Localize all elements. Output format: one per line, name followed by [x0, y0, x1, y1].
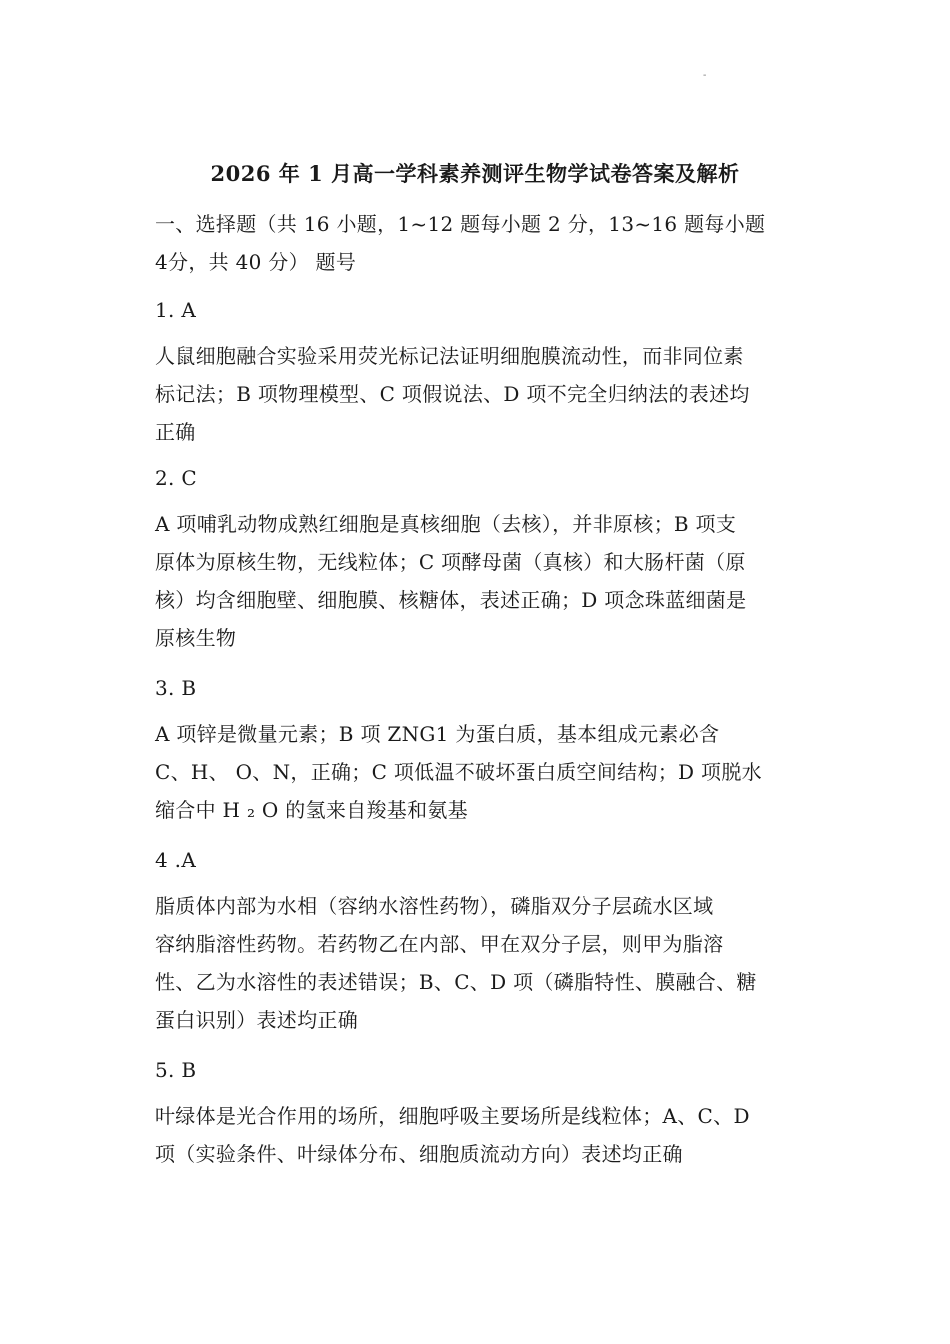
item-5-label: 5. B [155, 1058, 197, 1082]
item-3-text-line-1: A 项锌是微量元素；B 项 ZNG1 为蛋白质，基本组成元素必含 [155, 722, 720, 746]
item-1-text-line-1: 人鼠细胞融合实验采用荧光标记法证明细胞膜流动性，而非同位素 [155, 344, 744, 368]
item-3-text-line-2: C、H、 O、N，正确；C 项低温不破坏蛋白质空间结构；D 项脱水 [155, 760, 762, 784]
item-4-label: 4 .A [155, 848, 197, 872]
item-1-label: 1. A [155, 298, 197, 322]
item-1-text-line-2: 标记法；B 项物理模型、C 项假说法、D 项不完全归纳法的表述均 [155, 382, 750, 406]
section-header-line-2: 4分，共 40 分） 题号 [155, 250, 357, 274]
item-3-text-line-3: 缩合中 H ₂ O 的氢来自羧基和氨基 [155, 798, 468, 822]
item-4-text-line-3: 性、乙为水溶性的表述错误；B、C、D 项（磷脂特性、膜融合、糖 [155, 970, 757, 994]
item-3-label: 3. B [155, 676, 197, 700]
item-4-text-line-2: 容纳脂溶性药物。若药物乙在内部、甲在双分子层，则甲为脂溶 [155, 932, 724, 956]
item-1-text-line-3: 正确 [155, 420, 196, 444]
item-2-label: 2. C [155, 466, 197, 490]
item-5-text-line-2: 项（实验条件、叶绿体分布、细胞质流动方向）表述均正确 [155, 1142, 683, 1166]
item-4-text-line-1: 脂质体内部为水相（容纳水溶性药物），磷脂双分子层疏水区域 [155, 894, 714, 918]
item-4-text-line-4: 蛋白识别）表述均正确 [155, 1008, 358, 1032]
item-2-text-line-4: 原核生物 [155, 626, 237, 650]
section-header-line-1: 一、选择题（共 16 小题，1~12 题每小题 2 分，13~16 题每小题 [155, 212, 766, 236]
item-2-text-line-1: A 项哺乳动物成熟红细胞是真核细胞（去核），并非原核；B 项支 [155, 512, 737, 536]
item-2-text-line-3: 核）均含细胞壁、细胞膜、核糖体，表述正确；D 项念珠蓝细菌是 [155, 588, 747, 612]
page-title: 2026 年 1 月高一学科素养测评生物学试卷答案及解析 [210, 161, 740, 186]
item-2-text-line-2: 原体为原核生物，无线粒体；C 项酵母菌（真核）和大肠杆菌（原 [155, 550, 746, 574]
corner-mark: - [703, 70, 707, 81]
item-5-text-line-1: 叶绿体是光合作用的场所，细胞呼吸主要场所是线粒体；A、C、D [155, 1104, 750, 1128]
